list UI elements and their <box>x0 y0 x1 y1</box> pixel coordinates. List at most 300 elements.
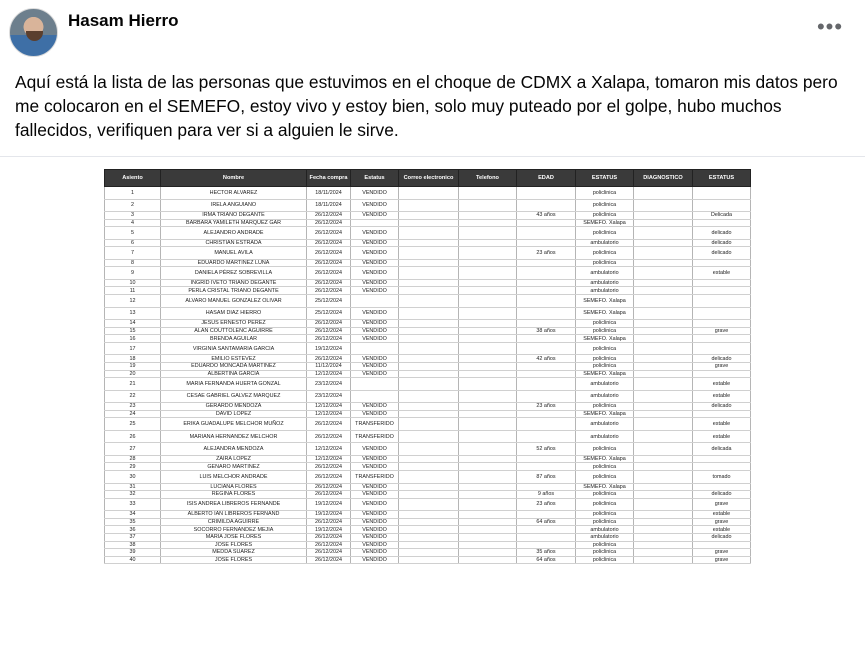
column-header: Asiento <box>105 170 161 187</box>
table-cell: LUCIANA FLORES <box>161 483 307 491</box>
table-row <box>105 212 751 220</box>
table-cell: DANIELA PÉREZ SOBREVILLA <box>161 267 307 280</box>
table-cell <box>459 430 517 443</box>
table-cell: grave <box>693 556 751 564</box>
table-cell: policlinica <box>576 443 634 456</box>
table-cell: VENDIDO <box>351 370 399 378</box>
table-cell <box>517 533 576 541</box>
table-cell <box>351 390 399 403</box>
table-cell: policlinica <box>576 259 634 267</box>
table-cell <box>693 455 751 463</box>
table-cell: delicado <box>693 533 751 541</box>
table-cell <box>634 279 693 287</box>
table-cell: 23 <box>105 403 161 411</box>
table-cell <box>459 335 517 343</box>
table-cell: VENDIDO <box>351 498 399 511</box>
table-cell: 19/12/2024 <box>307 526 351 534</box>
table-cell: 29 <box>105 463 161 471</box>
table-row <box>105 526 751 534</box>
table-row <box>105 267 751 280</box>
table-row <box>105 491 751 499</box>
table-cell <box>634 556 693 564</box>
table-cell <box>399 355 459 363</box>
table-cell <box>517 463 576 471</box>
table-cell <box>634 463 693 471</box>
table-cell <box>517 430 576 443</box>
table-cell: 13 <box>105 307 161 320</box>
table-cell: BRENDA AGUILAR <box>161 335 307 343</box>
table-cell <box>459 498 517 511</box>
table-cell <box>459 320 517 328</box>
table-row <box>105 327 751 335</box>
table-cell: policlinica <box>576 471 634 484</box>
table-row <box>105 342 751 355</box>
table-cell: VENDIDO <box>351 355 399 363</box>
table-cell <box>634 239 693 247</box>
table-cell: 26/12/2024 <box>307 279 351 287</box>
table-cell <box>634 533 693 541</box>
table-cell <box>634 390 693 403</box>
table-cell <box>459 187 517 200</box>
table-cell: HASAM DIAZ HIERRO <box>161 307 307 320</box>
table-cell: TRANSFERIDO <box>351 471 399 484</box>
table-cell: estable <box>693 430 751 443</box>
table-cell <box>693 295 751 308</box>
column-header: Telefono <box>459 170 517 187</box>
table-cell: policlinica <box>576 556 634 564</box>
table-cell: 12/12/2024 <box>307 370 351 378</box>
table-cell: 25/12/2024 <box>307 295 351 308</box>
table-cell: MARIA FERNANDA HUERTA GONZAL <box>161 378 307 391</box>
table-row <box>105 518 751 526</box>
table-row <box>105 362 751 370</box>
table-cell: 26/12/2024 <box>307 533 351 541</box>
table-cell: delicado <box>693 491 751 499</box>
table-cell: delicado <box>693 227 751 240</box>
table-row <box>105 307 751 320</box>
table-cell: 12/12/2024 <box>307 410 351 418</box>
table-cell: 20 <box>105 370 161 378</box>
table-cell: VENDIDO <box>351 327 399 335</box>
table-cell <box>399 267 459 280</box>
table-cell <box>634 518 693 526</box>
table-cell <box>693 187 751 200</box>
table-cell <box>693 259 751 267</box>
passenger-list-sheet <box>104 169 750 564</box>
table-cell: 30 <box>105 471 161 484</box>
table-cell <box>399 526 459 534</box>
table-cell <box>517 335 576 343</box>
table-cell: PERLA CRISTAL TRIANO DEGANTE <box>161 287 307 295</box>
table-cell <box>517 362 576 370</box>
table-cell: VENDIDO <box>351 455 399 463</box>
table-cell <box>399 498 459 511</box>
table-cell <box>459 342 517 355</box>
table-cell <box>459 327 517 335</box>
table-cell <box>693 199 751 212</box>
table-cell <box>351 219 399 227</box>
table-cell <box>517 370 576 378</box>
table-cell <box>634 549 693 557</box>
table-cell <box>517 239 576 247</box>
table-cell: 11 <box>105 287 161 295</box>
table-row <box>105 219 751 227</box>
table-row <box>105 483 751 491</box>
table-cell: MANUEL AVILA <box>161 247 307 260</box>
table-cell <box>693 219 751 227</box>
table-cell: 12/12/2024 <box>307 443 351 456</box>
table-cell: policlinica <box>576 199 634 212</box>
column-header: Nombre <box>161 170 307 187</box>
table-cell: estable <box>693 418 751 431</box>
table-cell: VENDIDO <box>351 443 399 456</box>
table-cell: 26/12/2024 <box>307 227 351 240</box>
table-cell: 87 años <box>517 471 576 484</box>
table-cell: 19/12/2024 <box>307 342 351 355</box>
table-cell: 35 <box>105 518 161 526</box>
table-cell: policlinica <box>576 498 634 511</box>
table-cell <box>399 556 459 564</box>
table-cell: VENDIDO <box>351 526 399 534</box>
table-cell <box>517 378 576 391</box>
table-cell: VENDIDO <box>351 541 399 549</box>
table-cell: grave <box>693 498 751 511</box>
table-row <box>105 410 751 418</box>
table-cell <box>459 518 517 526</box>
table-cell <box>459 295 517 308</box>
table-cell <box>693 279 751 287</box>
table-row <box>105 279 751 287</box>
table-cell <box>399 378 459 391</box>
table-row <box>105 418 751 431</box>
table-cell: 26/12/2024 <box>307 219 351 227</box>
table-cell <box>351 342 399 355</box>
table-cell: VENDIDO <box>351 199 399 212</box>
column-header: Correo electronico <box>399 170 459 187</box>
table-cell: SEMEFO. Xalapa <box>576 483 634 491</box>
table-cell <box>459 219 517 227</box>
table-row <box>105 403 751 411</box>
table-cell: SEMEFO. Xalapa <box>576 307 634 320</box>
table-cell: 4 <box>105 219 161 227</box>
table-cell: 26/12/2024 <box>307 335 351 343</box>
table-cell: 23/12/2024 <box>307 390 351 403</box>
table-cell: 31 <box>105 483 161 491</box>
table-cell: SEMEFO. Xalapa <box>576 335 634 343</box>
table-cell <box>459 471 517 484</box>
table-cell <box>459 526 517 534</box>
table-cell <box>634 443 693 456</box>
table-cell: 43 años <box>517 212 576 220</box>
table-cell <box>399 295 459 308</box>
table-cell: VENDIDO <box>351 320 399 328</box>
table-cell <box>399 443 459 456</box>
table-cell: 39 <box>105 549 161 557</box>
table-cell <box>459 533 517 541</box>
table-cell <box>459 541 517 549</box>
table-cell: 52 años <box>517 443 576 456</box>
table-cell <box>399 483 459 491</box>
table-cell: VIRGINIA SANTAMARIA GARCIA <box>161 342 307 355</box>
table-cell: EDUARDO MONCADA MARTINEZ <box>161 362 307 370</box>
table-cell <box>459 199 517 212</box>
table-cell: ambulatorio <box>576 418 634 431</box>
table-cell: policlinica <box>576 355 634 363</box>
table-cell: GENARO MARTINEZ <box>161 463 307 471</box>
table-row <box>105 247 751 260</box>
table-cell: CESAE GABRIEL GALVEZ MARQUEZ <box>161 390 307 403</box>
table-cell <box>399 239 459 247</box>
table-cell: 26/12/2024 <box>307 463 351 471</box>
table-cell <box>459 279 517 287</box>
table-cell <box>399 518 459 526</box>
table-cell: 19 <box>105 362 161 370</box>
table-cell: TRANSFERIDO <box>351 430 399 443</box>
table-cell: 28 <box>105 455 161 463</box>
table-cell <box>459 463 517 471</box>
table-cell: estable <box>693 267 751 280</box>
table-cell <box>399 227 459 240</box>
table-cell <box>517 187 576 200</box>
table-cell: VENDIDO <box>351 491 399 499</box>
table-cell <box>399 390 459 403</box>
table-cell <box>399 247 459 260</box>
table-cell: 11/12/2024 <box>307 362 351 370</box>
table-cell: ambulatorio <box>576 526 634 534</box>
table-cell: VENDIDO <box>351 247 399 260</box>
table-cell <box>693 335 751 343</box>
table-cell <box>459 556 517 564</box>
table-cell: MEDDA SUAREZ <box>161 549 307 557</box>
table-row <box>105 259 751 267</box>
table-cell <box>459 443 517 456</box>
table-cell: 26/12/2024 <box>307 430 351 443</box>
table-cell <box>517 259 576 267</box>
table-cell: 26/12/2024 <box>307 239 351 247</box>
more-options-icon[interactable]: ••• <box>816 14 844 39</box>
table-cell <box>517 410 576 418</box>
table-cell: policlinica <box>576 403 634 411</box>
table-cell: ambulatorio <box>576 533 634 541</box>
table-cell: REGINA FLORES <box>161 491 307 499</box>
table-cell: 36 <box>105 526 161 534</box>
table-cell: 9 <box>105 267 161 280</box>
table-cell <box>459 287 517 295</box>
table-cell: 25 <box>105 418 161 431</box>
table-cell: 19/12/2024 <box>307 498 351 511</box>
table-cell: policlinica <box>576 187 634 200</box>
table-cell: tomado <box>693 471 751 484</box>
table-cell <box>351 295 399 308</box>
post-text: Aquí está la lista de las personas que estuvimos en el choque de CDMX a Xalapa, tomaron mis datos pero me colocaron en el SEMEFO, estoy vivo y estoy bien, solo muy puteado por el golpe, hubo muchos fallecidos, verifiquen para ver si a alguien le sirve. <box>15 72 838 140</box>
table-row <box>105 227 751 240</box>
table-cell <box>459 362 517 370</box>
table-cell <box>399 511 459 519</box>
avatar[interactable] <box>9 8 58 57</box>
table-cell: 23 años <box>517 247 576 260</box>
avatar-beard <box>26 31 43 41</box>
table-cell: estable <box>693 526 751 534</box>
table-cell <box>517 541 576 549</box>
table-cell <box>459 239 517 247</box>
table-cell: VENDIDO <box>351 307 399 320</box>
table-cell: 3 <box>105 212 161 220</box>
table-cell: 19/12/2024 <box>307 511 351 519</box>
table-cell <box>459 549 517 557</box>
table-cell <box>634 362 693 370</box>
table-cell <box>459 410 517 418</box>
author-name[interactable]: Hasam Hierro <box>68 11 179 30</box>
table-cell: IRELA ANGUIANO <box>161 199 307 212</box>
table-cell <box>459 455 517 463</box>
table-cell: SEMEFO. Xalapa <box>576 295 634 308</box>
table-cell: GERARDO MENDOZA <box>161 403 307 411</box>
table-cell: estable <box>693 378 751 391</box>
table-cell <box>634 267 693 280</box>
table-cell <box>634 307 693 320</box>
table-cell: 26/12/2024 <box>307 320 351 328</box>
table-cell <box>399 533 459 541</box>
table-cell: VENDIDO <box>351 287 399 295</box>
table-cell: ISIS ANDREA LIBREROS FERNANDE <box>161 498 307 511</box>
table-row <box>105 430 751 443</box>
table-cell <box>459 227 517 240</box>
table-cell: DAVID LOPEZ <box>161 410 307 418</box>
table-cell: 26/12/2024 <box>307 518 351 526</box>
table-header-row <box>105 170 751 187</box>
table-cell: ambulatorio <box>576 239 634 247</box>
table-cell <box>634 212 693 220</box>
table-cell: ambulatorio <box>576 287 634 295</box>
table-cell <box>634 219 693 227</box>
table-cell <box>399 541 459 549</box>
table-cell: estable <box>693 390 751 403</box>
column-header: ESTATUS <box>693 170 751 187</box>
table-cell <box>517 287 576 295</box>
table-cell: BARBARA YAMILETH MARQUEZ GAR <box>161 219 307 227</box>
table-cell: SEMEFO. Xalapa <box>576 410 634 418</box>
table-cell: 16 <box>105 335 161 343</box>
table-cell: 1 <box>105 187 161 200</box>
table-cell <box>399 403 459 411</box>
table-cell <box>634 355 693 363</box>
table-cell: VENDIDO <box>351 556 399 564</box>
table-cell: 12/12/2024 <box>307 455 351 463</box>
table-cell: JESUS ERNESTO PEREZ <box>161 320 307 328</box>
table-cell: SOCORRO FERNANDEZ MEJIA <box>161 526 307 534</box>
table-cell: INGRID IVETO TRIANO DEGANTE <box>161 279 307 287</box>
table-row <box>105 443 751 456</box>
table-cell <box>517 483 576 491</box>
table-cell: EDUARDO MARTINEZ LUNA <box>161 259 307 267</box>
table-cell: 6 <box>105 239 161 247</box>
table-cell <box>399 455 459 463</box>
post-image[interactable] <box>0 156 865 652</box>
table-cell: SEMEFO. Xalapa <box>576 219 634 227</box>
table-cell: 18 <box>105 355 161 363</box>
table-cell: HECTOR ALVAREZ <box>161 187 307 200</box>
table-cell: ambulatorio <box>576 378 634 391</box>
table-cell: MARIA JOSE FLORES <box>161 533 307 541</box>
table-row <box>105 355 751 363</box>
table-cell: VENDIDO <box>351 267 399 280</box>
table-cell: 23 años <box>517 403 576 411</box>
table-cell <box>399 199 459 212</box>
table-row <box>105 320 751 328</box>
table-cell: VENDIDO <box>351 483 399 491</box>
table-cell <box>399 307 459 320</box>
table-cell: 26/12/2024 <box>307 247 351 260</box>
table-cell: ERIKA GUADALUPE MELCHOR MUÑOZ <box>161 418 307 431</box>
table-cell <box>693 320 751 328</box>
table-cell: Delicada <box>693 212 751 220</box>
table-cell <box>634 511 693 519</box>
table-cell: 26/12/2024 <box>307 549 351 557</box>
table-cell <box>459 212 517 220</box>
table-cell <box>459 511 517 519</box>
table-cell: policlinica <box>576 518 634 526</box>
table-cell <box>459 370 517 378</box>
table-row <box>105 335 751 343</box>
table-cell: VENDIDO <box>351 410 399 418</box>
column-header: Fecha compra <box>307 170 351 187</box>
table-cell: LUIS MELCHOR ANDRADE <box>161 471 307 484</box>
table-cell <box>634 320 693 328</box>
table-cell <box>517 320 576 328</box>
table-cell: 26/12/2024 <box>307 259 351 267</box>
table-cell <box>517 199 576 212</box>
table-cell <box>517 307 576 320</box>
table-cell: 25/12/2024 <box>307 307 351 320</box>
table-cell: policlinica <box>576 212 634 220</box>
table-row <box>105 533 751 541</box>
table-cell: MARIANA HERNANDEZ MELCHOR <box>161 430 307 443</box>
table-cell: 2 <box>105 199 161 212</box>
table-cell: 22 <box>105 390 161 403</box>
table-cell: 18/11/2024 <box>307 187 351 200</box>
table-cell <box>399 471 459 484</box>
post-header <box>0 0 865 62</box>
table-cell: 21 <box>105 378 161 391</box>
table-cell <box>459 247 517 260</box>
table-cell: 12 <box>105 295 161 308</box>
table-cell <box>399 463 459 471</box>
table-cell <box>459 403 517 411</box>
table-row <box>105 549 751 557</box>
column-header: Estatus <box>351 170 399 187</box>
table-row <box>105 556 751 564</box>
table-cell <box>399 430 459 443</box>
table-row <box>105 370 751 378</box>
table-cell: grave <box>693 549 751 557</box>
table-cell <box>399 362 459 370</box>
table-cell <box>634 483 693 491</box>
table-cell: 8 <box>105 259 161 267</box>
table-cell <box>634 227 693 240</box>
table-cell: 9 años <box>517 491 576 499</box>
table-cell <box>517 511 576 519</box>
table-cell <box>459 483 517 491</box>
table-cell: 24 <box>105 410 161 418</box>
table-cell: 12/12/2024 <box>307 403 351 411</box>
table-cell <box>517 390 576 403</box>
table-cell <box>634 342 693 355</box>
table-cell: EMILIO ESTEVEZ <box>161 355 307 363</box>
table-row <box>105 471 751 484</box>
table-cell <box>517 418 576 431</box>
table-cell <box>399 370 459 378</box>
table-cell: ambulatorio <box>576 430 634 443</box>
